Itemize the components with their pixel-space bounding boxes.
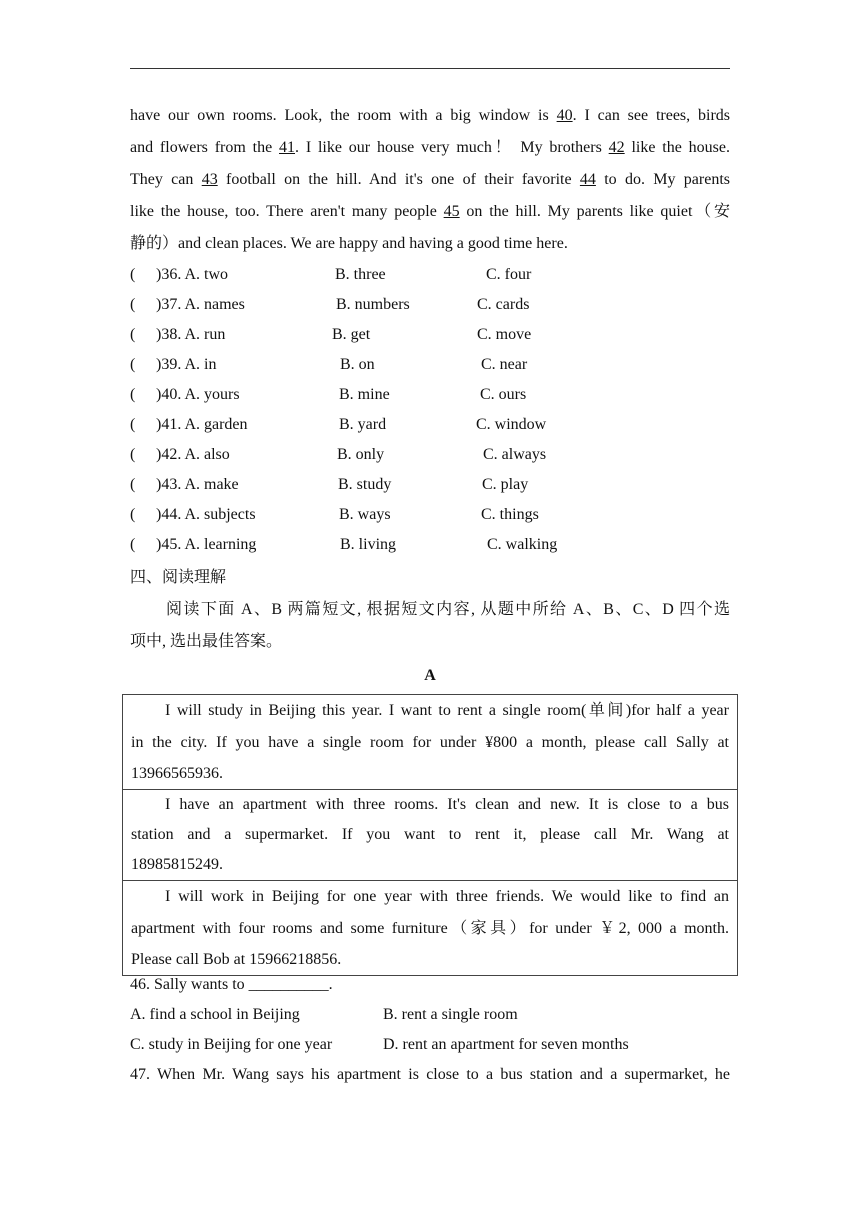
header-rule — [130, 68, 730, 69]
option-b: B. study — [338, 476, 392, 493]
text: football on the hill. And it's one of their favorite — [217, 171, 580, 188]
option-a: )44. A. subjects — [140, 506, 256, 523]
blank-43: 43 — [201, 171, 218, 188]
option-row — [130, 1030, 730, 1060]
choice-row — [130, 500, 750, 530]
option-c: C. near — [481, 356, 528, 373]
option-c: C. study in Beijing for one year — [130, 1036, 333, 1053]
passage-line — [130, 196, 730, 228]
blank-45: 45 — [443, 203, 460, 220]
option-row — [130, 1000, 730, 1030]
choice-list — [130, 260, 750, 560]
question-46 — [130, 970, 730, 1090]
ad-line: station and a supermarket. If you want to rent it, please call Mr. Wang at — [131, 826, 729, 843]
answer-paren: ( — [130, 536, 136, 553]
answer-paren: ( — [130, 446, 136, 463]
option-c: C. cards — [477, 296, 530, 313]
ad-box-wang — [123, 789, 737, 880]
choice-row — [130, 470, 750, 500]
ad-line: 18985815249. — [131, 856, 223, 873]
text: and flowers from the — [130, 139, 280, 156]
option-a: )42. A. also — [140, 446, 230, 463]
ad-line: I have an apartment with three rooms. It's clean and new. It is close to a bus — [165, 796, 729, 813]
blank-42: 42 — [608, 139, 625, 156]
choice-row — [130, 320, 750, 350]
option-c: C. ours — [480, 386, 527, 403]
option-a: A. find a school in Beijing — [130, 1006, 300, 1023]
choice-row — [130, 350, 750, 380]
question-stem-47: 47. When Mr. Wang says his apartment is close to a bus station and a supermarket, he — [130, 1066, 730, 1083]
answer-paren: ( — [130, 266, 136, 283]
option-b: B. numbers — [336, 296, 410, 313]
choice-row — [130, 410, 750, 440]
option-d: D. rent an apartment for seven months — [383, 1036, 629, 1053]
choice-row — [130, 260, 750, 290]
option-b: B. yard — [339, 416, 387, 433]
option-b: B. mine — [339, 386, 390, 403]
answer-paren: ( — [130, 416, 136, 433]
ad-line: apartment with four rooms and some furniture（家具）for under ￥2, 000 a month. — [131, 920, 729, 937]
ad-line: I will work in Beijing for one year with three friends. We would like to find an — [165, 888, 729, 905]
cloze-passage — [130, 100, 730, 260]
intro-line: 阅读下面 A、B 两篇短文, 根据短文内容, 从题中所给 A、B、C、D 四个选 — [166, 601, 730, 618]
choice-row — [130, 440, 750, 470]
answer-paren: ( — [130, 296, 136, 313]
option-b: B. ways — [339, 506, 391, 523]
passage-line — [130, 100, 730, 132]
ad-line: I will study in Beijing this year. I want to rent a single room(单间)for half a year — [165, 702, 729, 719]
option-c: C. four — [486, 266, 532, 283]
answer-paren: ( — [130, 386, 136, 403]
text: . I can see trees, birds — [572, 107, 730, 124]
option-a: )39. A. in — [140, 356, 217, 373]
ad-line: in the city. If you have a single room for under ¥800 a month, please call Sally at — [131, 734, 729, 751]
text: to do. My parents — [595, 171, 731, 188]
option-b: B. rent a single room — [383, 1006, 518, 1023]
blank-44: 44 — [579, 171, 596, 188]
option-a: )45. A. learning — [140, 536, 257, 553]
ads-table — [122, 694, 738, 976]
answer-paren: ( — [130, 356, 136, 373]
ad-box-bob — [123, 880, 737, 975]
text: . I like our house very much！ My brothers — [295, 139, 609, 156]
option-a: )43. A. make — [140, 476, 239, 493]
option-b: B. only — [337, 446, 385, 463]
ad-line: 13966565936. — [131, 765, 223, 782]
option-a: )41. A. garden — [140, 416, 248, 433]
passage-letter: A — [424, 667, 436, 684]
option-a: )37. A. names — [140, 296, 245, 313]
option-c: C. move — [477, 326, 532, 343]
option-a: )40. A. yours — [140, 386, 240, 403]
text: on the hill. My parents like quiet（安 — [459, 203, 730, 220]
choice-row — [130, 530, 750, 560]
choice-row — [130, 380, 750, 410]
answer-paren: ( — [130, 326, 136, 343]
question-stem: 46. Sally wants to __________. — [130, 976, 333, 993]
option-b: B. living — [340, 536, 397, 553]
text: have our own rooms. Look, the room with a big window is — [130, 107, 557, 124]
option-c: C. window — [476, 416, 547, 433]
option-a: )36. A. two — [140, 266, 228, 283]
ad-line: Please call Bob at 15966218856. — [131, 951, 342, 968]
option-c: C. walking — [487, 536, 558, 553]
option-c: C. always — [483, 446, 547, 463]
section-title: 四、阅读理解 — [130, 569, 227, 586]
option-b: B. get — [332, 326, 371, 343]
blank-40: 40 — [556, 107, 573, 124]
option-a: )38. A. run — [140, 326, 226, 343]
intro-line: 项中, 选出最佳答案。 — [130, 633, 283, 650]
answer-paren: ( — [130, 506, 136, 523]
choice-row — [130, 290, 750, 320]
text: like the house, too. There aren't many people — [130, 203, 444, 220]
ad-box-sally — [123, 695, 737, 789]
text: They can — [130, 171, 202, 188]
passage-line: 静的）and clean places. We are happy and having a good time here. — [130, 235, 568, 252]
text: like the house. — [624, 139, 730, 156]
passage-line — [130, 164, 730, 196]
blank-41: 41 — [279, 139, 296, 156]
option-c: C. play — [482, 476, 529, 493]
option-b: B. on — [340, 356, 375, 373]
option-b: B. three — [335, 266, 386, 283]
passage-line — [130, 132, 730, 164]
answer-paren: ( — [130, 476, 136, 493]
option-c: C. things — [481, 506, 539, 523]
section-intro — [130, 594, 730, 658]
